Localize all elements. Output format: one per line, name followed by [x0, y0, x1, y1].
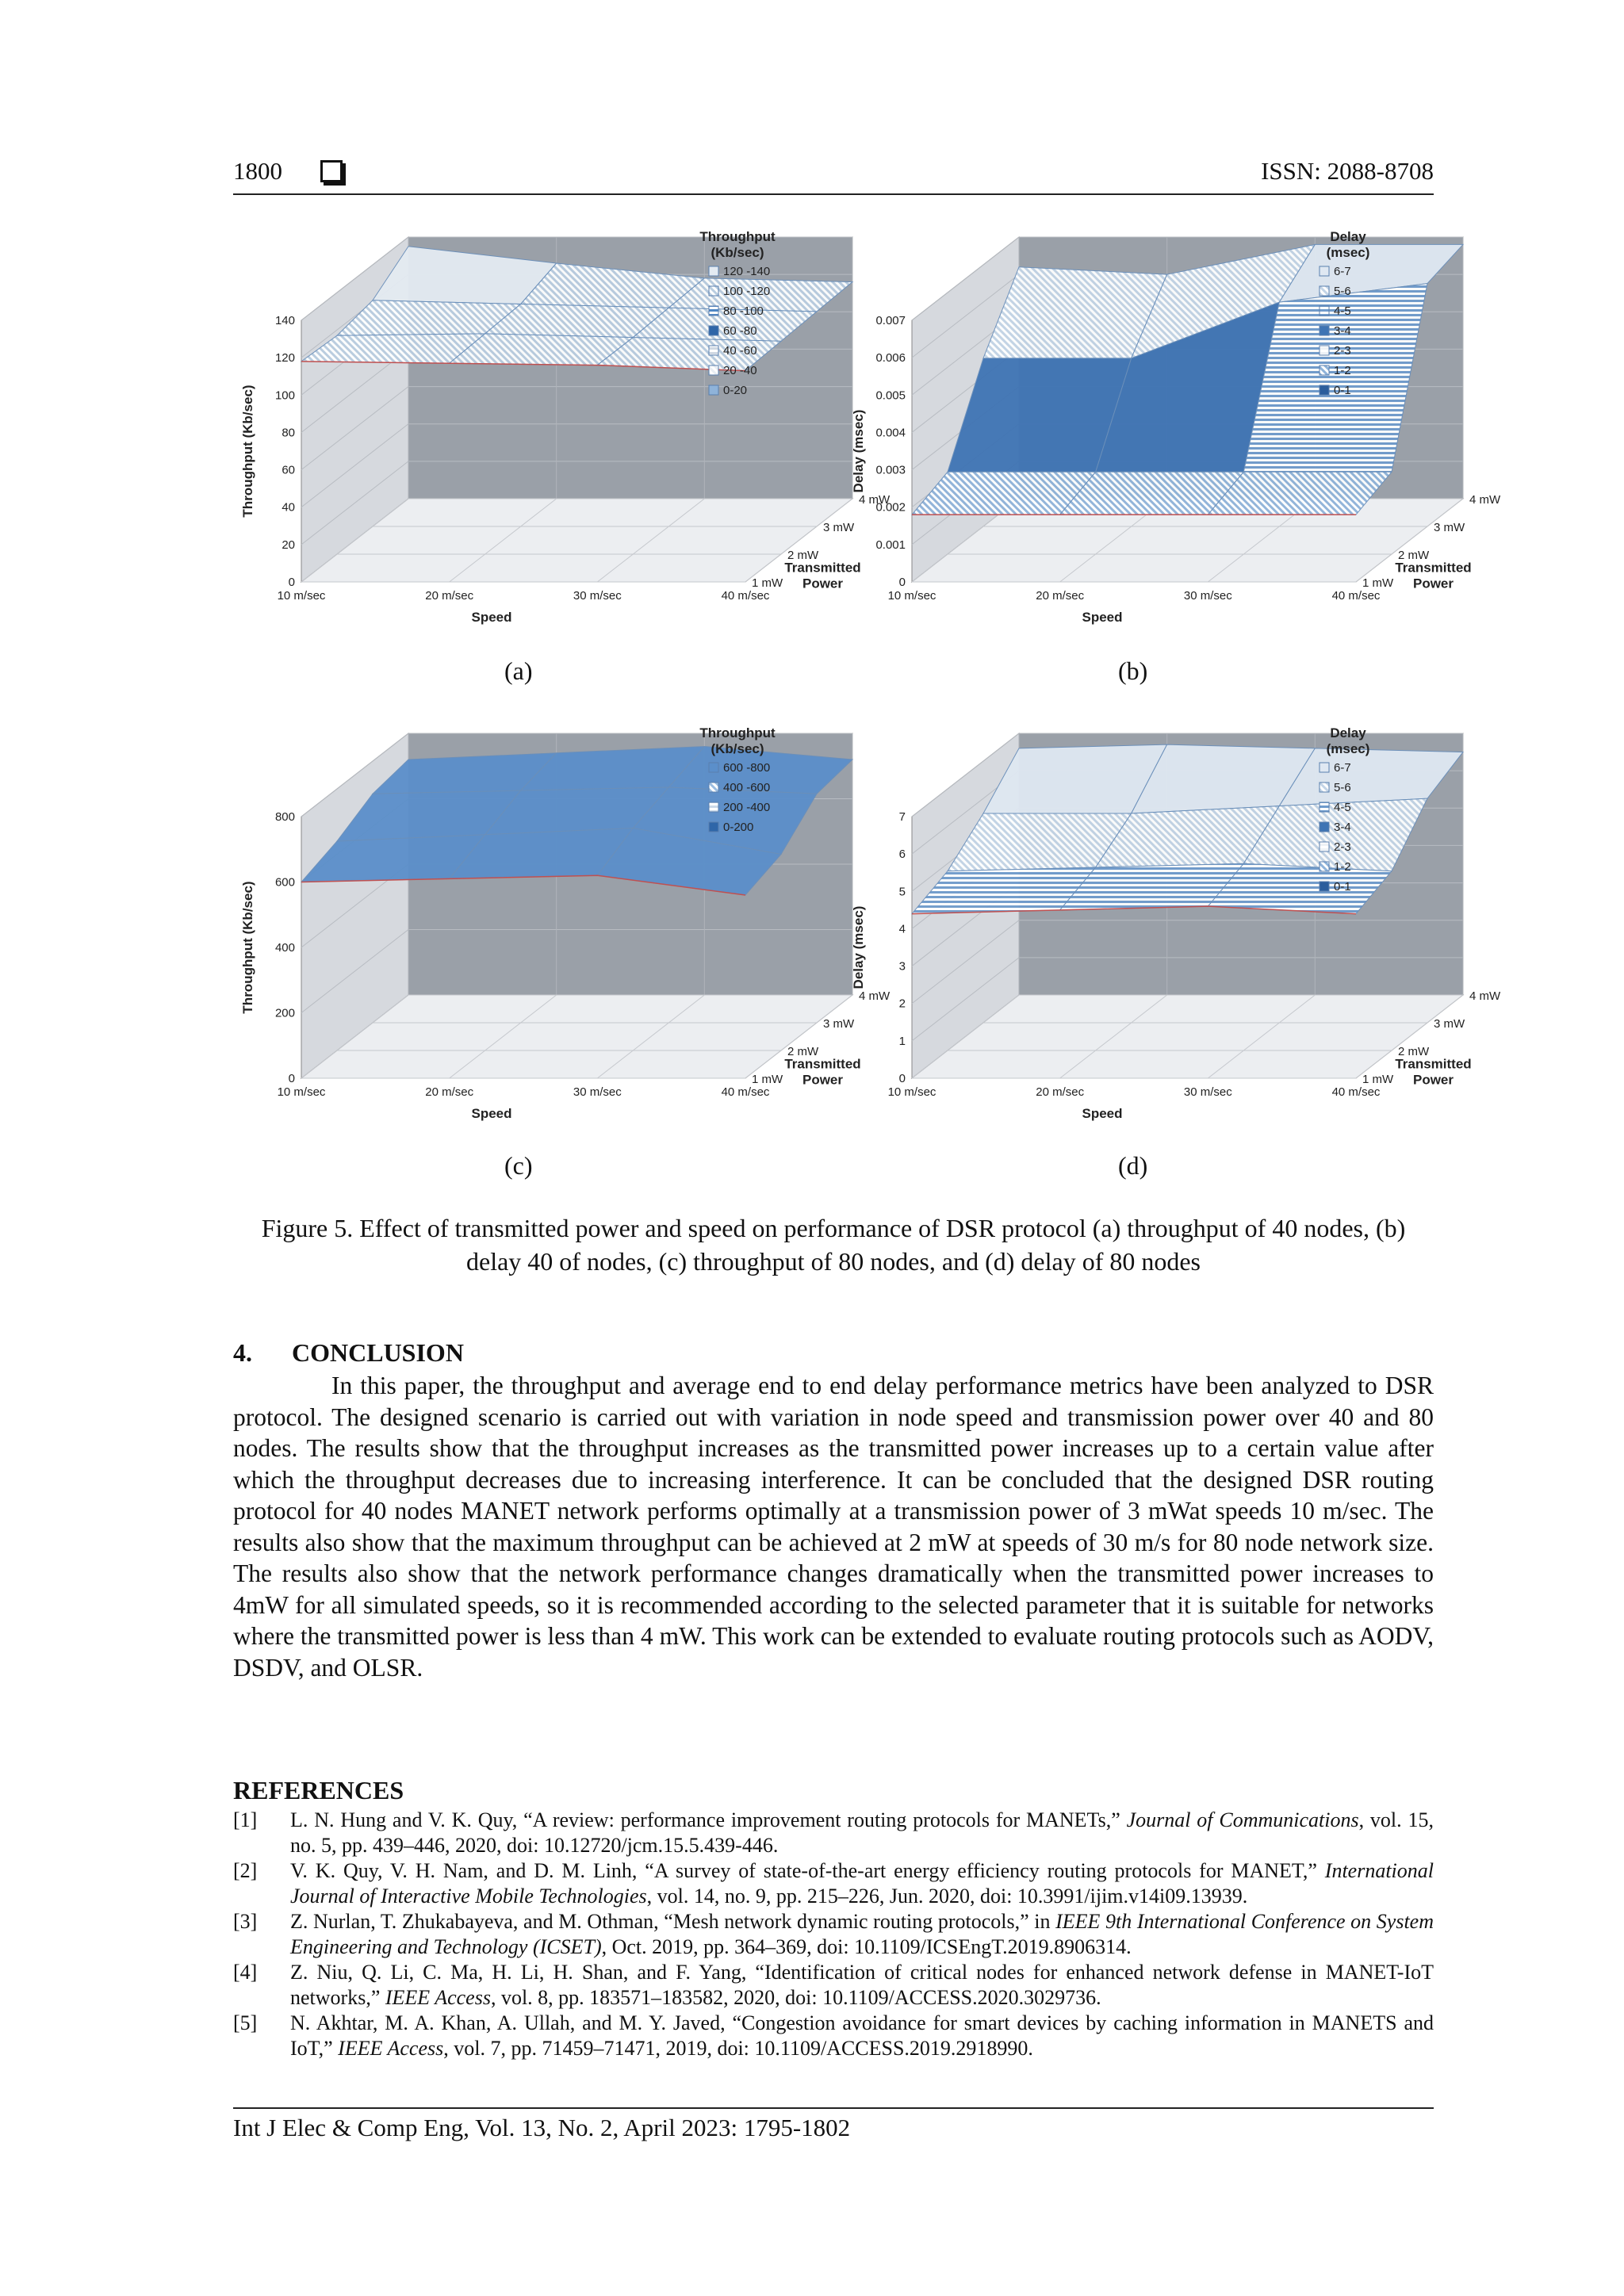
y-tick-label: 1 mW — [1362, 576, 1394, 590]
y-axis-label: Transmitted — [1395, 560, 1472, 576]
z-tick-label: 0.004 — [875, 426, 906, 440]
reference-authors-title: Z. Nurlan, T. Zhukabayeva, and M. Othman, “Mesh network dynamic routing protocols,” in — [290, 1910, 1056, 1933]
y-tick-label: 3 mW — [1434, 1017, 1465, 1031]
y-tick-label: 3 mW — [823, 521, 855, 534]
z-tick-label: 60 — [282, 463, 295, 477]
section-number: 4. — [233, 1338, 252, 1367]
legend-entry: 200 -400 — [723, 801, 771, 814]
legend-entry: 0-200 — [723, 821, 754, 834]
z-tick-label: 0 — [288, 1072, 295, 1085]
y-tick-label: 3 mW — [1434, 521, 1465, 534]
reference-item — [233, 1960, 1434, 2011]
legend-entry: 0-20 — [723, 384, 748, 397]
legend-entry: 0-1 — [1334, 880, 1351, 894]
y-tick-label: 4 mW — [859, 493, 891, 507]
y-tick-label: 4 mW — [1469, 989, 1501, 1003]
reference-venue: International Journal of Interactive Mobile Technologies — [290, 1859, 1434, 1908]
z-tick-label: 0.006 — [875, 351, 906, 365]
z-tick-label: 6 — [898, 848, 906, 862]
y-tick-label: 3 mW — [823, 1017, 855, 1031]
legend-entry: 6-7 — [1334, 265, 1351, 278]
y-axis-label: Power — [1412, 576, 1454, 591]
legend-swatch — [709, 346, 718, 355]
x-tick-label: 10 m/sec — [277, 589, 326, 603]
y-tick-label: 2 mW — [787, 549, 819, 562]
z-tick-label: 4 — [898, 922, 906, 936]
legend-entry: 0-1 — [1334, 384, 1351, 397]
reference-item — [233, 1808, 1434, 1858]
x-tick-label: 20 m/sec — [425, 589, 474, 603]
legend-swatch — [1320, 822, 1329, 832]
x-tick-label: 20 m/sec — [1036, 1085, 1085, 1099]
legend-swatch — [709, 783, 718, 792]
x-tick-label: 40 m/sec — [1331, 589, 1381, 603]
legend-title: Throughput — [699, 725, 776, 740]
legend-swatch — [709, 266, 718, 276]
page-number: 1800 — [233, 157, 282, 185]
legend-title: (Kb/sec) — [710, 741, 764, 756]
legend-entry: 80 -100 — [723, 304, 764, 318]
z-tick-label: 140 — [274, 314, 295, 327]
legend-swatch — [1320, 286, 1329, 296]
legend-title: (msec) — [1326, 741, 1370, 756]
reference-details: , vol. 15, no. 5, pp. 439–446, 2020, doi: 10.12720/jcm.15.5.439-446. — [290, 1808, 1434, 1857]
legend-swatch — [709, 802, 718, 812]
reference-authors-title: L. N. Hung and V. K. Quy, “A review: performance improvement routing protocols for MANETs,” — [290, 1808, 1127, 1831]
z-tick-label: 0.003 — [875, 463, 906, 477]
figure-caption: Figure 5. Effect of transmitted power and speed on performance of DSR protocol (a) throughput of 40 nodes, (b) delay 40 of nodes, (c) throughput of 80 nodes, and (d) delay of 80 nodes — [261, 1214, 1406, 1276]
legend-entry: 100 -120 — [723, 285, 771, 298]
reference-details: , vol. 7, pp. 71459–71471, 2019, doi: 10.1109/ACCESS.2019.2918990. — [443, 2037, 1033, 2060]
legend-swatch — [1320, 365, 1329, 375]
y-tick-label: 2 mW — [1398, 549, 1430, 562]
x-tick-label: 30 m/sec — [1183, 1085, 1232, 1099]
legend-title: Delay — [1330, 229, 1366, 244]
reference-item — [233, 1909, 1434, 1960]
legend-entry: 3-4 — [1334, 821, 1351, 834]
y-tick-label: 4 mW — [1469, 493, 1501, 507]
reference-number: [2] — [233, 1859, 258, 1882]
z-tick-label: 0.002 — [875, 500, 906, 515]
legend-swatch — [1320, 882, 1329, 891]
legend-swatch — [1320, 783, 1329, 792]
reference-authors-title: V. K. Quy, V. H. Nam, and D. M. Linh, “A survey of state-of-the-art energy efficiency routing protocols for MANET,” — [290, 1859, 1325, 1882]
z-tick-label: 2 — [898, 997, 906, 1011]
reference-number: [5] — [233, 2011, 258, 2034]
z-tick-label: 400 — [274, 941, 295, 955]
legend-entry: 5-6 — [1334, 781, 1351, 794]
x-tick-label: 10 m/sec — [887, 1085, 936, 1099]
reference-authors-title: Z. Niu, Q. Li, C. Ma, H. Li, H. Shan, and F. Yang, “Identification of critical nodes for enhanced network defense in MANET-IoT networks,” — [290, 1961, 1434, 2009]
x-tick-label: 30 m/sec — [573, 1085, 622, 1099]
y-axis-label: Transmitted — [784, 560, 861, 576]
legend-entry: 20 -40 — [723, 364, 757, 377]
z-tick-label: 5 — [898, 885, 906, 899]
legend-swatch — [709, 306, 718, 316]
x-axis-label: Speed — [471, 610, 512, 625]
z-tick-label: 120 — [274, 351, 295, 365]
references-heading: REFERENCES — [233, 1776, 404, 1804]
y-tick-label: 1 mW — [1362, 1073, 1394, 1086]
checkbox-square-icon — [320, 160, 343, 182]
legend-swatch — [709, 822, 718, 832]
y-tick-label: 2 mW — [787, 1045, 819, 1058]
reference-venue: Journal of Communications — [1126, 1808, 1359, 1831]
legend-swatch — [1320, 385, 1329, 395]
legend-swatch — [709, 365, 718, 375]
reference-number: [4] — [233, 1961, 258, 1984]
z-axis-label: Throughput (Kb/sec) — [240, 385, 255, 518]
figure-panel-b — [841, 209, 1501, 637]
legend-entry: 3-4 — [1334, 324, 1351, 338]
z-tick-label: 80 — [282, 426, 295, 440]
figure-panel-d — [841, 706, 1501, 1134]
section-title: CONCLUSION — [292, 1338, 464, 1367]
z-tick-label: 800 — [274, 810, 295, 824]
legend-swatch — [709, 286, 718, 296]
x-tick-label: 20 m/sec — [1036, 589, 1085, 603]
z-tick-label: 0.005 — [875, 388, 906, 403]
z-tick-label: 40 — [282, 500, 295, 515]
z-tick-label: 0 — [898, 1072, 906, 1085]
z-tick-label: 0.001 — [875, 538, 906, 552]
x-tick-label: 40 m/sec — [721, 589, 770, 603]
surface-chart — [841, 209, 1501, 637]
x-axis-label: Speed — [471, 1106, 512, 1121]
y-tick-label: 1 mW — [752, 1073, 783, 1086]
legend-entry: 400 -600 — [723, 781, 771, 794]
legend-swatch — [1320, 862, 1329, 871]
z-tick-label: 200 — [274, 1006, 295, 1020]
y-tick-label: 1 mW — [752, 576, 783, 590]
section-heading — [233, 1338, 464, 1368]
legend-swatch — [709, 326, 718, 335]
y-axis-label: Power — [802, 1072, 844, 1088]
legend-swatch — [1320, 346, 1329, 355]
legend-swatch — [1320, 266, 1329, 276]
legend-swatch — [1320, 802, 1329, 812]
panel-label-c: (c) — [504, 1151, 533, 1180]
x-tick-label: 30 m/sec — [1183, 589, 1232, 603]
z-axis-label: Delay (msec) — [851, 409, 866, 493]
z-axis-label: Delay (msec) — [851, 905, 866, 989]
legend-swatch — [1320, 306, 1329, 316]
x-tick-label: 10 m/sec — [277, 1085, 326, 1099]
z-axis-label: Throughput (Kb/sec) — [240, 881, 255, 1014]
reference-details: , vol. 14, no. 9, pp. 215–226, Jun. 2020, doi: 10.3991/ijim.v14i09.13939. — [646, 1885, 1248, 1908]
references-list — [233, 1808, 1434, 2061]
reference-venue: IEEE Access — [338, 2037, 444, 2060]
legend-entry: 600 -800 — [723, 761, 771, 775]
z-tick-label: 0.007 — [875, 314, 906, 327]
x-tick-label: 10 m/sec — [887, 589, 936, 603]
reference-details: , vol. 8, pp. 183571–183582, 2020, doi: 10.1109/ACCESS.2020.3029736. — [490, 1986, 1101, 2009]
reference-venue: IEEE Access — [385, 1986, 491, 2009]
legend-entry: 2-3 — [1334, 344, 1351, 358]
legend-entry: 6-7 — [1334, 761, 1351, 775]
legend-entry: 60 -80 — [723, 324, 757, 338]
z-tick-label: 7 — [898, 810, 906, 824]
legend-swatch — [1320, 326, 1329, 335]
reference-details: , Oct. 2019, pp. 364–369, doi: 10.1109/ICSEngT.2019.8906314. — [601, 1935, 1132, 1958]
panel-label-b: (b) — [1118, 656, 1148, 685]
z-tick-label: 3 — [898, 959, 906, 974]
reference-authors-title: N. Akhtar, M. A. Khan, A. Ullah, and M. Y. Javed, “Congestion avoidance for smart devices by caching information in MANETS and IoT,” — [290, 2011, 1434, 2060]
legend-swatch — [1320, 842, 1329, 851]
y-axis-label: Transmitted — [784, 1056, 861, 1072]
x-tick-label: 40 m/sec — [721, 1085, 770, 1099]
y-axis-label: Power — [802, 576, 844, 591]
z-tick-label: 100 — [274, 388, 295, 403]
x-tick-label: 40 m/sec — [1331, 1085, 1381, 1099]
reference-venue: IEEE 9th International Conference on System Engineering and Technology (ICSET) — [290, 1910, 1434, 1958]
page-footer: Int J Elec & Comp Eng, Vol. 13, No. 2, April 2023: 1795-1802 — [233, 2107, 1434, 2142]
y-tick-label: 2 mW — [1398, 1045, 1430, 1058]
z-tick-label: 0 — [288, 576, 295, 589]
z-tick-label: 1 — [898, 1034, 906, 1048]
reference-item — [233, 1858, 1434, 1909]
x-tick-label: 30 m/sec — [573, 589, 622, 603]
issn: ISSN: 2088-8708 — [1261, 157, 1434, 185]
legend-entry: 4-5 — [1334, 304, 1351, 318]
legend-entry: 1-2 — [1334, 860, 1351, 874]
legend-entry: 5-6 — [1334, 285, 1351, 298]
legend-entry: 1-2 — [1334, 364, 1351, 377]
z-tick-label: 0 — [898, 576, 906, 589]
legend-title: (msec) — [1326, 245, 1370, 260]
y-axis-label: Transmitted — [1395, 1056, 1472, 1072]
x-tick-label: 20 m/sec — [425, 1085, 474, 1099]
legend-swatch — [709, 763, 718, 772]
legend-entry: 4-5 — [1334, 801, 1351, 814]
z-tick-label: 600 — [274, 875, 295, 890]
x-axis-label: Speed — [1082, 610, 1123, 625]
legend-title: Delay — [1330, 725, 1366, 740]
legend-title: (Kb/sec) — [710, 245, 764, 260]
legend-entry: 2-3 — [1334, 840, 1351, 854]
conclusion-paragraph: In this paper, the throughput and average end to end delay performance metrics have been analyzed to DSR protocol. The designed scenario is carried out with variation in node speed and transmission power over 40 and 80 nodes. The results show that the throughput increases as the transmitted power increases up to a certain value after which the throughput decreases due to increasing interference. It can be concluded that the designed DSR routing protocol for 40 nodes MANET network performs optimally at a transmission power of 3 mWat speeds 10 m/sec. The results also show that the maximum throughput can be achieved at 2 mW at speeds of 30 m/s for 80 node network size. The results also show that the network performance changes dramatically when the transmitted power increases to 4mW for all simulated speeds, so it is recommended according to the selected parameter that it is suitable for networks where the transmitted power is less than 4 mW. This work can be extended to evaluate routing protocols such as AODV, DSDV, and OLSR. — [233, 1372, 1434, 1682]
legend-entry: 40 -60 — [723, 344, 757, 358]
reference-number: [3] — [233, 1910, 258, 1933]
x-axis-label: Speed — [1082, 1106, 1123, 1121]
panel-label-a: (a) — [504, 656, 533, 685]
page-header — [233, 155, 1434, 195]
reference-item — [233, 2011, 1434, 2061]
surface-chart — [841, 706, 1501, 1134]
legend-entry: 120 -140 — [723, 265, 771, 278]
panel-label-d: (d) — [1118, 1151, 1148, 1180]
reference-number: [1] — [233, 1808, 258, 1831]
y-tick-label: 4 mW — [859, 989, 891, 1003]
legend-title: Throughput — [699, 229, 776, 244]
legend-swatch — [1320, 763, 1329, 772]
z-tick-label: 20 — [282, 538, 295, 552]
legend-swatch — [709, 385, 718, 395]
y-axis-label: Power — [1412, 1072, 1454, 1088]
